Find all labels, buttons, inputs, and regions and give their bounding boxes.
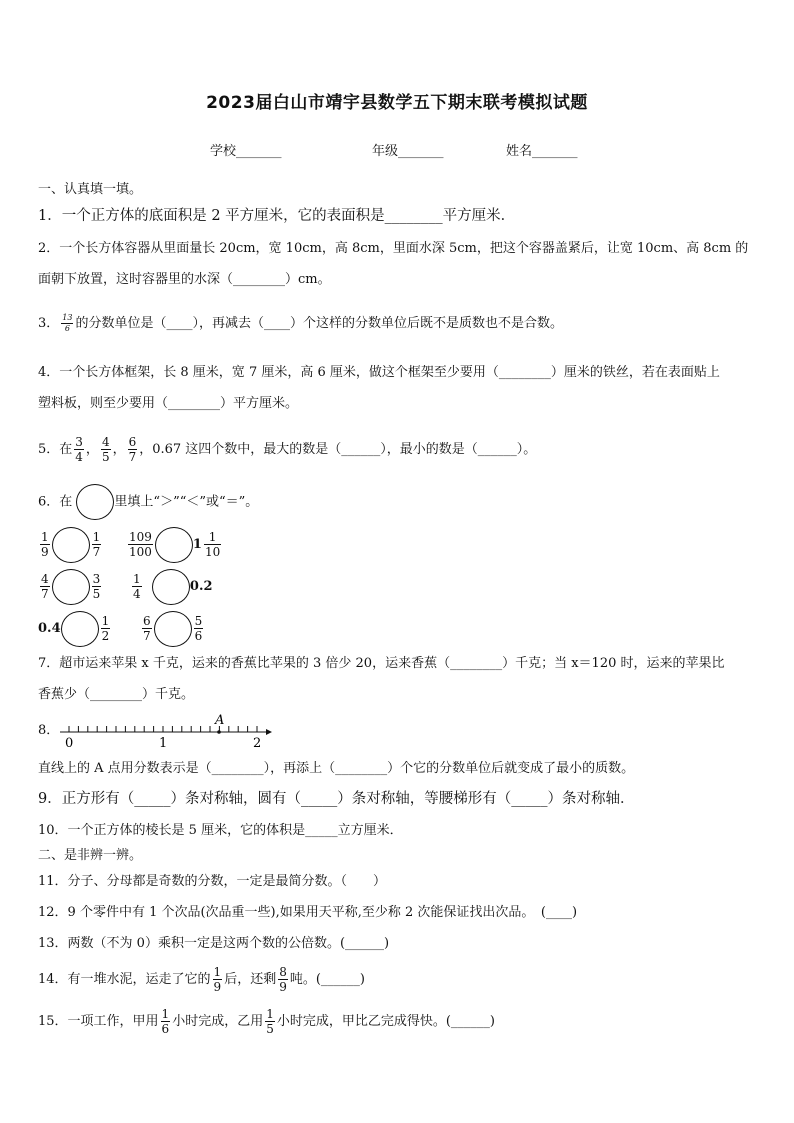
section-1-heading: 一、认真填一填。 bbox=[38, 182, 143, 197]
comparison-oval bbox=[154, 611, 192, 647]
question-7-line-1: 7．超市运来苹果 x 千克，运来的香蕉比苹果的 3 倍少 20，运来香蕉（________）千克；当 x＝120 时，运来的苹果比 bbox=[38, 656, 725, 671]
question-5: 5．在 $\frac{3}{4}$ ， $\frac{4}{5}$ ， $\frac{6}{7}$ ，0.67 这四个数中，最大的数是（______），最小的数是（______）。 bbox=[38, 435, 537, 464]
tick-label-2: 2 bbox=[253, 736, 262, 751]
fraction: $\frac{3}{4}$ bbox=[75, 435, 83, 464]
fraction: $\frac{6}{7}$ bbox=[143, 614, 151, 643]
compare-row-2b: $\frac{1}{4}$ 0.2 bbox=[130, 568, 213, 606]
comparison-oval bbox=[76, 484, 114, 520]
tick-label-0: 0 bbox=[65, 736, 74, 751]
comparison-oval bbox=[61, 611, 99, 647]
fraction: $\frac{109}{100}$ bbox=[129, 530, 152, 559]
question-14: 14．有一堆水泥，运走了它的 $\frac{1}{9}$ 后，还剩 $\frac{8}{9}$ 吨。(______) bbox=[38, 965, 365, 994]
question-3: 3． $\frac{13}{6}$ 的分数单位是（____），再减去（____）个这样的分数单位后既不是质数也不是合数。 bbox=[38, 313, 563, 333]
fraction: $\frac{8}{9}$ bbox=[279, 965, 287, 994]
question-12: 12．9 个零件中有 1 个次品(次品重一些),如果用天平称,至少称 2 次能保证找出次品。 (____) bbox=[38, 905, 578, 920]
question-15: 15．一项工作，甲用 $\frac{1}{6}$ 小时完成，乙用 $\frac{1}{5}$ 小时完成，甲比乙完成得快。(______) bbox=[38, 1007, 495, 1036]
comparison-oval bbox=[152, 569, 190, 605]
question-7-line-2: 香蕉少（________）千克。 bbox=[38, 687, 195, 702]
compare-row-3b bbox=[140, 610, 205, 648]
fraction: $\frac{1}{5}$ bbox=[266, 1007, 274, 1036]
name-field: 姓名_______ bbox=[506, 144, 578, 159]
fraction: $\frac{1}{10}$ bbox=[204, 530, 221, 559]
number-line-arrow bbox=[266, 729, 272, 735]
compare-row-1b: $\frac{109}{100}$ 1 $\frac{1}{10}$ bbox=[126, 526, 223, 564]
fraction: $\frac{4}{7}$ bbox=[41, 572, 49, 601]
point-a-label: A bbox=[215, 713, 225, 728]
question-9: 9．正方形有（_____）条对称轴，圆有（_____）条对称轴，等腰梯形有（_____）条对称轴． bbox=[38, 791, 635, 807]
fraction: $\frac{4}{5}$ bbox=[101, 435, 110, 464]
fraction: $\frac{1}{4}$ bbox=[133, 572, 141, 601]
question-10: 10．一个正方体的棱长是 5 厘米，它的体积是_____立方厘米． bbox=[38, 823, 403, 838]
fraction: $\frac{1}{9}$ bbox=[41, 530, 49, 559]
question-8-prefix: 8． bbox=[38, 723, 60, 738]
fraction: $\frac{1}{2}$ bbox=[101, 614, 110, 643]
compare-row-3: 0.4 $\frac{1}{2}$ bbox=[38, 610, 112, 648]
comparison-oval bbox=[52, 527, 90, 563]
comparison-oval bbox=[52, 569, 90, 605]
fraction: $\frac{5}{6}$ bbox=[194, 614, 203, 643]
page-title: 2023届白山市靖宇县数学五下期末联考模拟试题 bbox=[206, 93, 588, 113]
question-8-text: 直线上的 A 点用分数表示是（________），再添上（________）个它的分数单位后就变成了最小的质数。 bbox=[38, 761, 635, 776]
question-11: 11．分子、分母都是奇数的分数，一定是最简分数。（ ） bbox=[38, 874, 387, 889]
fraction: $\frac{1}{7}$ bbox=[92, 530, 101, 559]
section-2-heading: 二、是非辨一辨。 bbox=[38, 848, 143, 863]
question-2-line-1: 2．一个长方体容器从里面量长 20cm，宽 10cm，高 8cm，里面水深 5cm，把这个容器盖紧后，让宽 10cm、高 8cm 的 bbox=[38, 241, 749, 256]
grade-field: 年级_______ bbox=[372, 144, 444, 159]
fraction: $\frac{13}{6}$ bbox=[62, 313, 73, 333]
question-4-line-2: 塑料板，则至少要用（________）平方厘米。 bbox=[38, 396, 299, 411]
question-4-line-1: 4．一个长方体框架，长 8 厘米，宽 7 厘米，高 6 厘米，做这个框架至少要用（________）厘米的铁丝，若在表面贴上 bbox=[38, 365, 720, 380]
comparison-oval bbox=[155, 527, 193, 563]
question-13: 13．两数（不为 0）乘积一定是这两个数的公倍数。(______) bbox=[38, 936, 390, 951]
question-2-line-2: 面朝下放置，这时容器里的水深（________）cm。 bbox=[38, 272, 331, 287]
fraction: $\frac{1}{6}$ bbox=[161, 1007, 170, 1036]
fraction: $\frac{1}{9}$ bbox=[213, 965, 222, 994]
fraction: $\frac{3}{5}$ bbox=[92, 572, 101, 601]
school-field: 学校_______ bbox=[210, 144, 282, 159]
fraction: $\frac{6}{7}$ bbox=[128, 435, 137, 464]
question-1: 1．一个正方体的底面积是 2 平方厘米，它的表面积是________平方厘米． bbox=[38, 208, 516, 224]
question-6: 6．在 里填上“＞”“＜”或“＝”。 bbox=[38, 484, 258, 521]
number-line-ticks bbox=[69, 726, 257, 732]
compare-row-1 bbox=[38, 526, 103, 564]
tick-label-1: 1 bbox=[159, 736, 168, 751]
number-line bbox=[56, 710, 276, 752]
point-a-dot bbox=[217, 730, 221, 734]
compare-row-2 bbox=[38, 568, 103, 606]
